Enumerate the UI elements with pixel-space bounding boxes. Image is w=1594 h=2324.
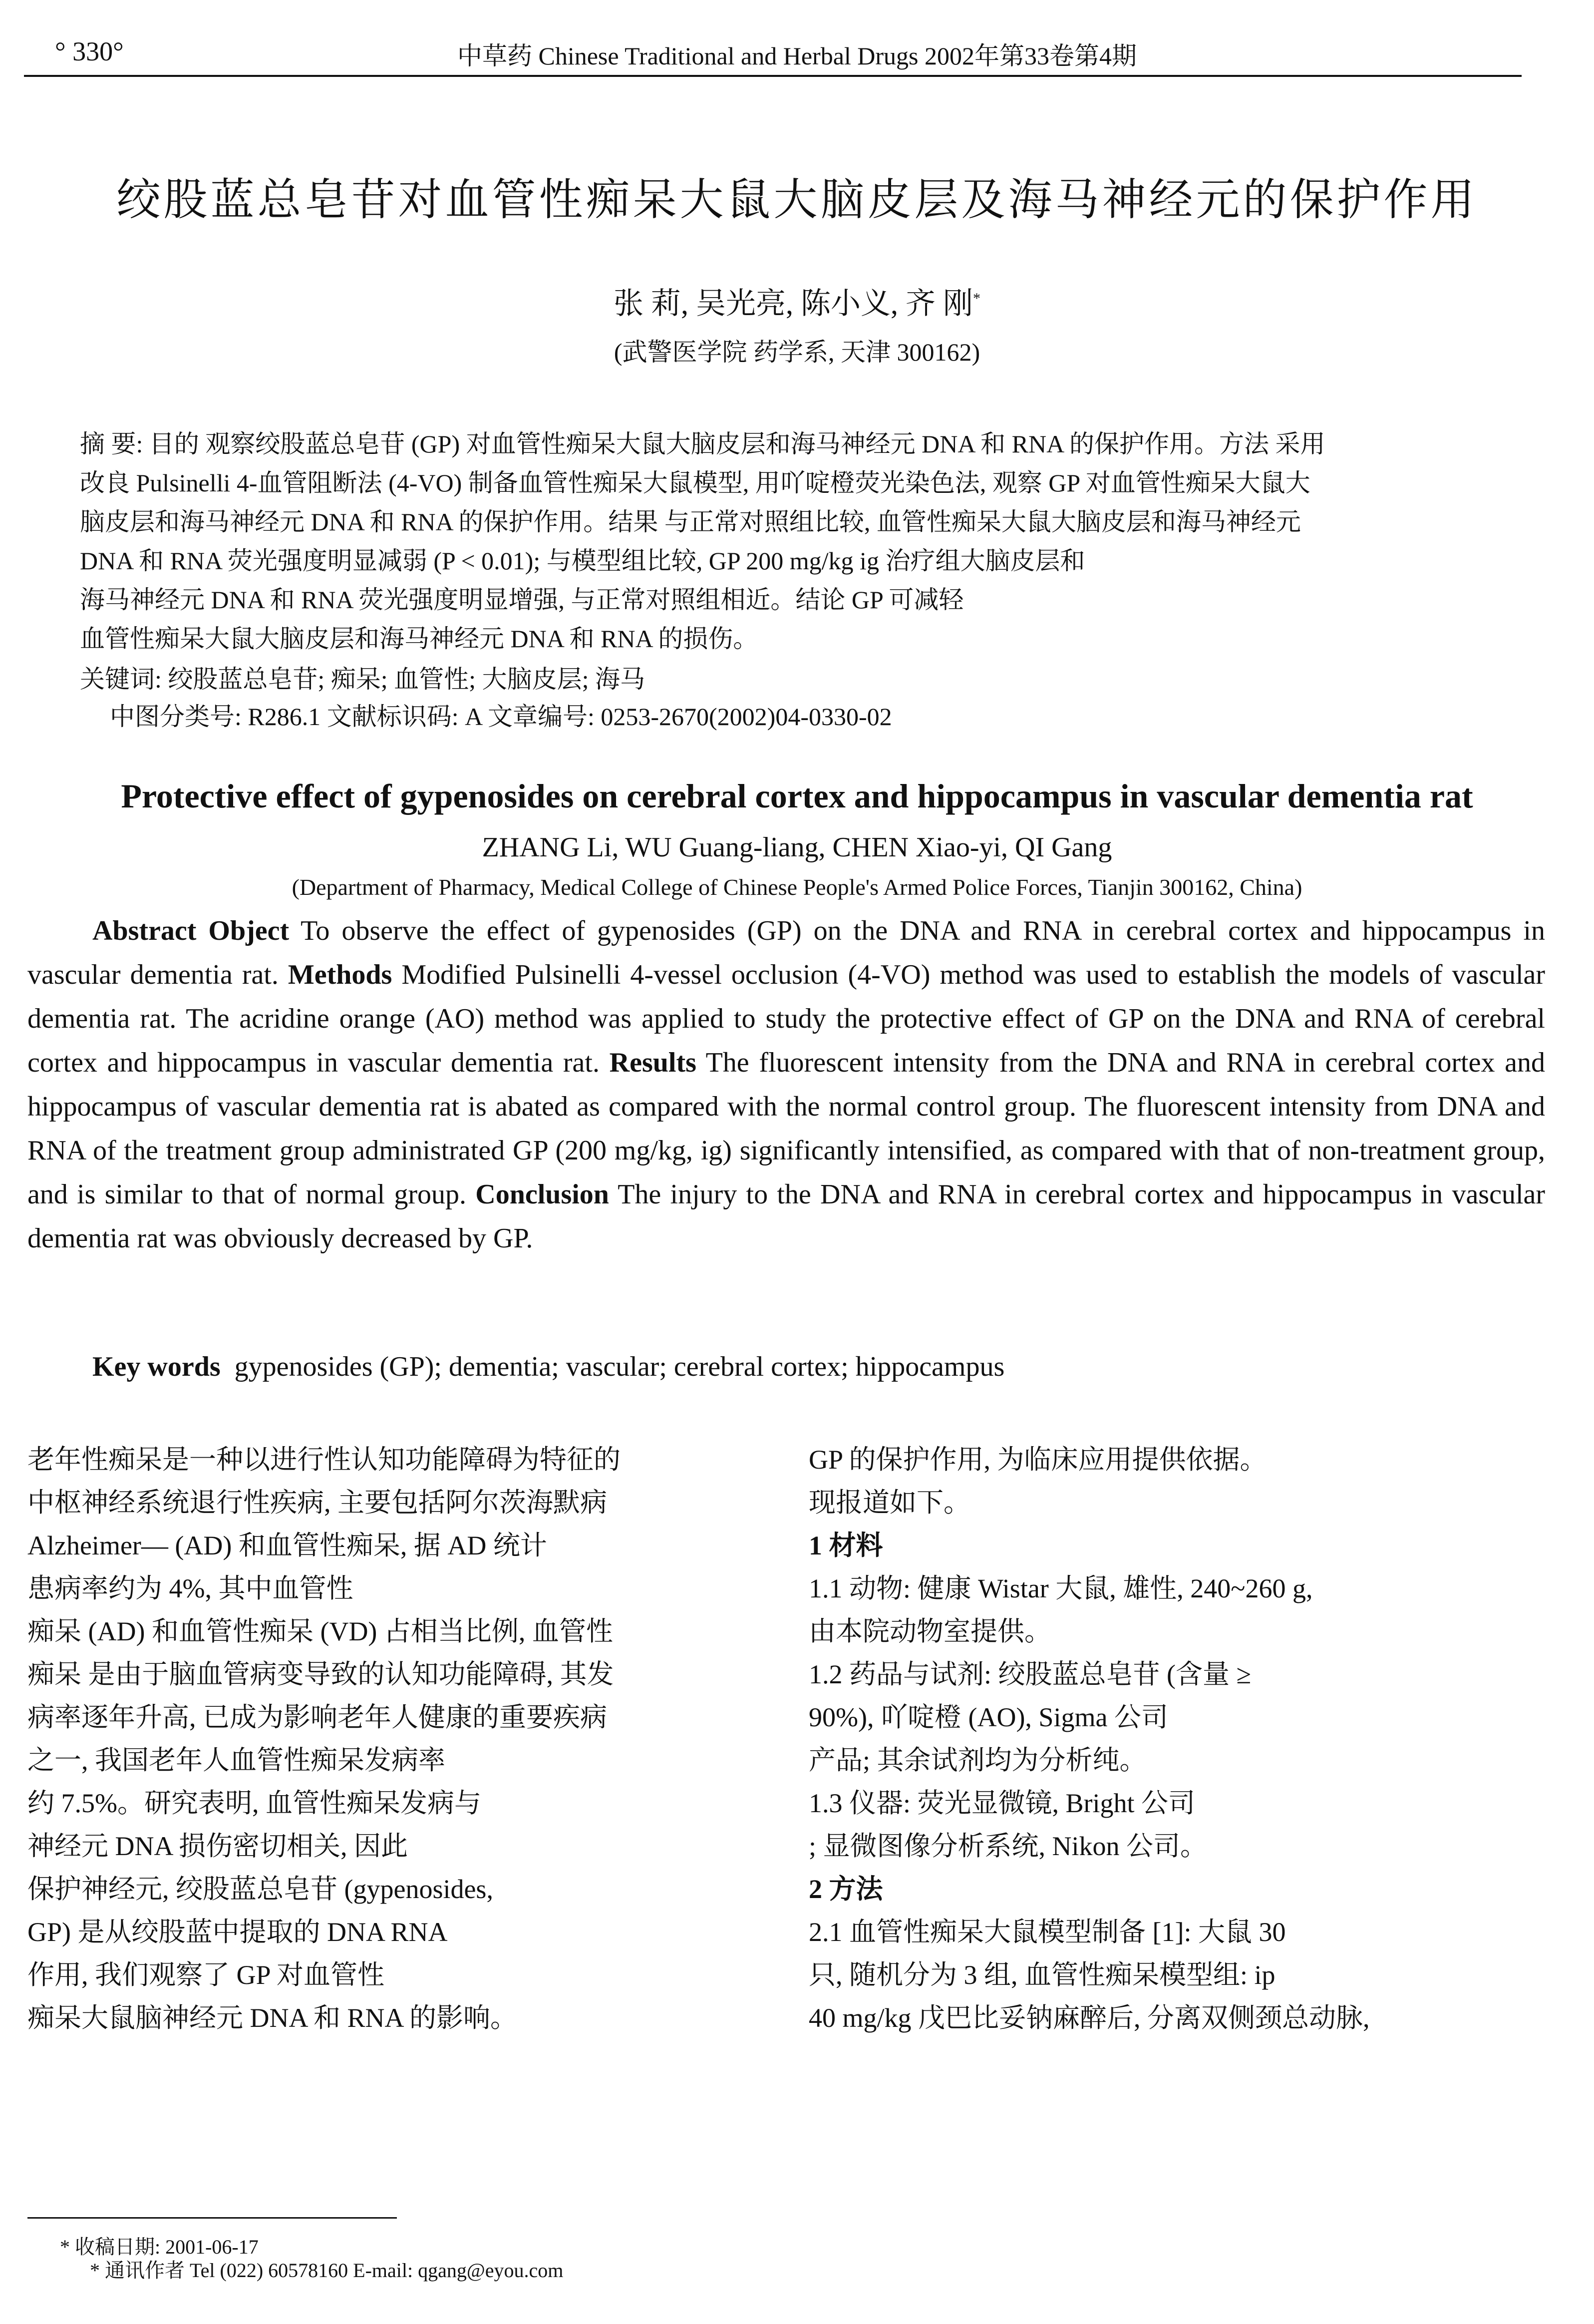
abstract-label: Abstract: [92, 915, 197, 946]
conclusion-label: Conclusion: [475, 1179, 609, 1210]
body-line: GP) 是从绞股蓝中提取的 DNA RNA: [27, 1917, 448, 1947]
body-line: 由本院动物室提供。: [809, 1616, 1051, 1646]
body-line: 约 7.5%。研究表明, 血管性痴呆发病与: [27, 1788, 481, 1818]
body-line: 2.1 血管性痴呆大鼠模型制备 [1]: 大鼠 30: [809, 1917, 1286, 1947]
body-line: 产品; 其余试剂均为分析纯。: [809, 1745, 1147, 1775]
body-line: 40 mg/kg 戊巴比妥钠麻醉后, 分离双侧颈总动脉,: [809, 2003, 1370, 2033]
body-line: 90%), 吖啶橙 (AO), Sigma 公司: [809, 1702, 1168, 1732]
body-line: 痴呆 (AD) 和血管性痴呆 (VD) 占相当比例, 血管性: [27, 1616, 613, 1646]
abstract-cn-line: DNA 和 RNA 荧光强度明显减弱 (P < 0.01); 与模型组比较, GP 200 mg/kg ig 治疗组大脑皮层和: [80, 547, 1085, 575]
body-line: 神经元 DNA 损伤密切相关, 因此: [27, 1831, 408, 1861]
abstract-cn-line: 摘 要: 目的 观察绞股蓝总皂苷 (GP) 对血管性痴呆大鼠大脑皮层和海马神经元 DNA 和 RNA 的保护作用。方法 采用: [80, 430, 1325, 458]
body-line: 1.1 动物: 健康 Wistar 大鼠, 雄性, 240~260 g,: [809, 1573, 1313, 1603]
body-line: 只, 随机分为 3 组, 血管性痴呆模型组: ip: [809, 1960, 1275, 1990]
journal-header: 中草药 Chinese Traditional and Herbal Drugs 2002年第33卷第4期: [457, 42, 1137, 70]
body-line: 老年性痴呆是一种以进行性认知功能障碍为特征的: [27, 1445, 621, 1475]
body-line: 患病率约为 4%, 其中血管性: [27, 1573, 353, 1603]
object-text: To observe the effect of gypenosides (GP) on the DNA and RNA in cerebral cortex and hippocampus in vascular dementia rat.: [27, 915, 1545, 990]
footnote-rule: [27, 2217, 397, 2219]
affiliation-cn: (武警医学院 药学系, 天津 300162): [614, 338, 980, 366]
abstract-en-paragraph: [27, 909, 1545, 1260]
abstract-cn: [80, 424, 1498, 658]
title-en: Protective effect of gypenosides on cerebral cortex and hippocampus in vascular dementia rat: [121, 777, 1473, 815]
body-line: 1.2 药品与试剂: 绞股蓝总皂苷 (含量 ≥: [809, 1659, 1252, 1689]
page-number: ° 330°: [55, 36, 124, 66]
object-label: Object: [208, 915, 290, 946]
authors-en: ZHANG Li, WU Guang-liang, CHEN Xiao-yi, QI Gang: [482, 832, 1112, 863]
body-line: ; 显微图像分析系统, Nikon 公司。: [809, 1831, 1208, 1861]
body-column-left: [27, 1438, 756, 2039]
body-line: 痴呆 是由于脑血管病变导致的认知功能障碍, 其发: [27, 1659, 614, 1689]
body-line: GP 的保护作用, 为临床应用提供依据。: [809, 1445, 1267, 1475]
abstract-cn-line: 血管性痴呆大鼠大脑皮层和海马神经元 DNA 和 RNA 的损伤。: [80, 625, 758, 653]
body-line: 保护神经元, 绞股蓝总皂苷 (gypenosides,: [27, 1874, 493, 1904]
keywords-en: [92, 1351, 1004, 1383]
footnote-contact: * 通讯作者 Tel (022) 60578160 E-mail: qgang@eyou.com: [90, 2259, 564, 2282]
classification-cn: 中图分类号: R286.1 文献标识码: A 文章编号: 0253-2670(2002)04-0330-02: [110, 703, 892, 731]
corresponding-mark: *: [973, 290, 980, 307]
keywords-cn: 关键词: 绞股蓝总皂苷; 痴呆; 血管性; 大脑皮层; 海马: [80, 665, 645, 693]
header-rule: [24, 75, 1522, 77]
body-line: 之一, 我国老年人血管性痴呆发病率: [27, 1745, 445, 1775]
abstract-cn-line: 海马神经元 DNA 和 RNA 荧光强度明显增强, 与正常对照组相近。结论 GP 可减轻: [80, 586, 964, 614]
abstract-cn-line: 脑皮层和海马神经元 DNA 和 RNA 的保护作用。结果 与正常对照组比较, 血管性痴呆大鼠大脑皮层和海马神经元: [80, 508, 1301, 536]
keywords-en-label: Key words: [92, 1351, 221, 1382]
methods-text: Modified Pulsinelli 4-vessel occlusion (4-VO) method was used to establish the models of vascular dementia rat. The acridine orange (AO) method was applied to study the protective effect of GP on the DNA and RNA of cerebral cortex and hippocampus in vascular dementia rat.: [27, 959, 1546, 1078]
body-line: 中枢神经系统退行性疾病, 主要包括阿尔茨海默病: [27, 1488, 607, 1518]
body-line: 现报道如下。: [809, 1488, 970, 1518]
body-column-right: [809, 1438, 1538, 2039]
affiliation-en: (Department of Pharmacy, Medical College of Chinese People's Armed Police Forces, Tianjin 300162, China): [292, 874, 1302, 900]
section-heading: 1 材料: [809, 1531, 883, 1560]
section-heading: 2 方法: [809, 1874, 883, 1904]
results-text: The fluorescent intensity from the DNA and RNA in cerebral cortex and hippocampus of vascular dementia rat is abated as compared with the normal control group. The fluorescent intensity from DNA and RNA of the treatment group administrated GP (200 mg/kg, ig) significantly intensified, as compared with that of non-treatment group, and is similar to that of normal group.: [27, 1047, 1546, 1210]
title-cn: 绞股蓝总皂苷对血管性痴呆大鼠大脑皮层及海马神经元的保护作用: [116, 176, 1478, 225]
keywords-en-text: gypenosides (GP); dementia; vascular; cerebral cortex; hippocampus: [234, 1351, 1005, 1382]
body-line: Alzheimer— (AD) 和血管性痴呆, 据 AD 统计: [27, 1531, 547, 1560]
footnote-received: * 收稿日期: 2001-06-17: [60, 2236, 259, 2258]
methods-label: Methods: [288, 959, 392, 990]
conclusion-text: The injury to the DNA and RNA in cerebral cortex and hippocampus in vascular dementia rat was obviously decreased by GP.: [27, 1179, 1546, 1254]
abstract-en: [27, 909, 1545, 1260]
authors-cn-names: 张 莉, 吴光亮, 陈小义, 齐 刚: [614, 287, 973, 320]
results-label: Results: [609, 1047, 696, 1078]
body-line: 1.3 仪器: 荧光显微镜, Bright 公司: [809, 1788, 1196, 1818]
authors-cn: [0, 280, 1594, 323]
body-line: 病率逐年升高, 已成为影响老年人健康的重要疾病: [27, 1702, 607, 1732]
body-line: 作用, 我们观察了 GP 对血管性: [27, 1960, 385, 1990]
body-line: 痴呆大鼠脑神经元 DNA 和 RNA 的影响。: [27, 2003, 518, 2033]
abstract-cn-line: 改良 Pulsinelli 4-血管阻断法 (4-VO) 制备血管性痴呆大鼠模型, 用吖啶橙荧光染色法, 观察 GP 对血管性痴呆大鼠大: [80, 469, 1310, 497]
